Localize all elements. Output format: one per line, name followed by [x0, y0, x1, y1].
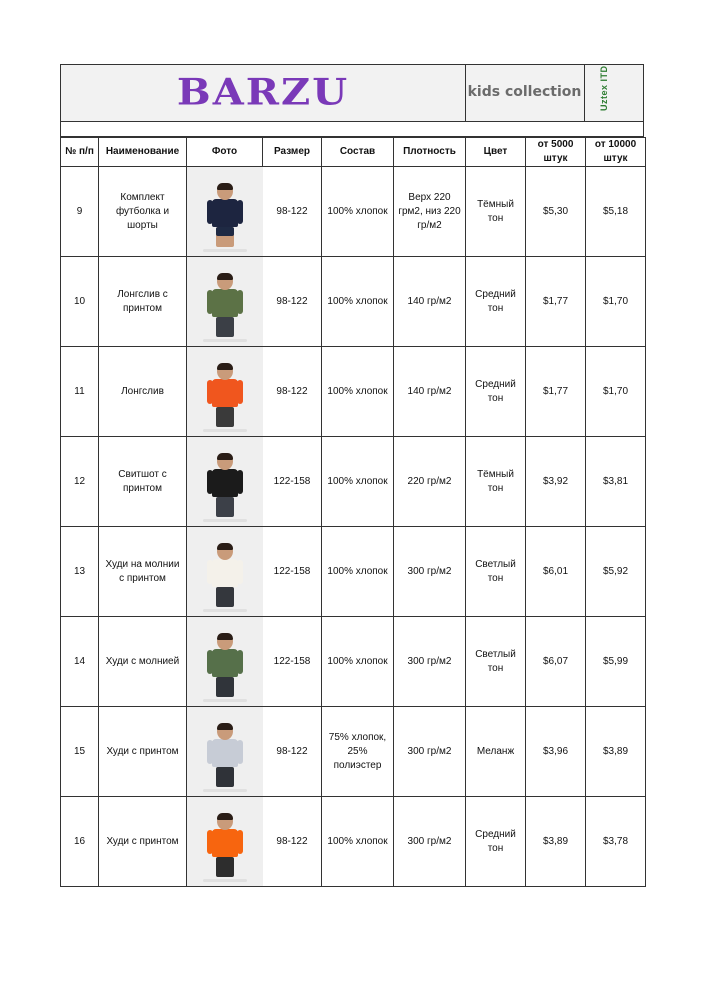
- cell-price-10000: $5,18: [586, 167, 646, 257]
- table-row: [61, 167, 646, 257]
- product-photo: [187, 437, 263, 526]
- cell-price-10000: $3,81: [586, 437, 646, 527]
- manufacturer-cell: [584, 65, 643, 121]
- cell-price-5000: $1,77: [526, 257, 586, 347]
- cell-size: 98-122: [263, 167, 322, 257]
- cell-num: 9: [61, 167, 99, 257]
- table-row: [61, 797, 646, 887]
- cell-composition: 75% хлопок, 25% полиэстер: [322, 707, 394, 797]
- product-photo: [187, 257, 263, 346]
- product-photo: [187, 527, 263, 616]
- cell-density: 140 гр/м2: [394, 347, 466, 437]
- cell-color: Средний тон: [466, 257, 526, 347]
- cell-price-10000: $5,99: [586, 617, 646, 707]
- cell-num: 15: [61, 707, 99, 797]
- cell-size: 98-122: [263, 707, 322, 797]
- cell-color: Тёмный тон: [466, 167, 526, 257]
- cell-composition: 100% хлопок: [322, 347, 394, 437]
- cell-price-5000: $6,01: [526, 527, 586, 617]
- cell-name: Худи с принтом: [99, 797, 187, 887]
- cell-name: Худи с молнией: [99, 617, 187, 707]
- cell-density: 300 гр/м2: [394, 707, 466, 797]
- cell-photo: [187, 257, 263, 347]
- product-photo: [187, 707, 263, 796]
- cell-size: 122-158: [263, 527, 322, 617]
- cell-density: 300 гр/м2: [394, 797, 466, 887]
- cell-size: 98-122: [263, 797, 322, 887]
- cell-photo: [187, 617, 263, 707]
- cell-composition: 100% хлопок: [322, 257, 394, 347]
- cell-name: Худи на молнии с принтом: [99, 527, 187, 617]
- cell-size: 98-122: [263, 347, 322, 437]
- cell-price-10000: $3,78: [586, 797, 646, 887]
- col-header-price-10000: от 10000 штук: [586, 138, 646, 167]
- header-block: [60, 64, 644, 122]
- cell-density: Верх 220 грм2, низ 220 гр/м2: [394, 167, 466, 257]
- col-header-size: Размер: [263, 138, 322, 167]
- table-row: [61, 707, 646, 797]
- cell-num: 12: [61, 437, 99, 527]
- cell-price-10000: $1,70: [586, 347, 646, 437]
- col-header-color: Цвет: [466, 138, 526, 167]
- cell-size: 122-158: [263, 437, 322, 527]
- cell-photo: [187, 167, 263, 257]
- cell-price-10000: $1,70: [586, 257, 646, 347]
- cell-name: Лонгслив: [99, 347, 187, 437]
- cell-price-5000: $6,07: [526, 617, 586, 707]
- cell-price-5000: $1,77: [526, 347, 586, 437]
- cell-composition: 100% хлопок: [322, 167, 394, 257]
- table-row: [61, 437, 646, 527]
- table-row: [61, 257, 646, 347]
- cell-color: Меланж: [466, 707, 526, 797]
- col-header-composition: Состав: [322, 138, 394, 167]
- cell-density: 300 гр/м2: [394, 527, 466, 617]
- product-photo: [187, 167, 263, 256]
- cell-num: 13: [61, 527, 99, 617]
- table-row: [61, 347, 646, 437]
- cell-price-5000: $3,96: [526, 707, 586, 797]
- cell-density: 220 гр/м2: [394, 437, 466, 527]
- cell-num: 16: [61, 797, 99, 887]
- cell-price-5000: $3,92: [526, 437, 586, 527]
- cell-name: Свитшот с принтом: [99, 437, 187, 527]
- collection-cell: [465, 65, 585, 121]
- cell-name: Худи с принтом: [99, 707, 187, 797]
- col-header-price-5000: от 5000 штук: [526, 138, 586, 167]
- cell-num: 11: [61, 347, 99, 437]
- cell-photo: [187, 527, 263, 617]
- product-photo: [187, 797, 263, 886]
- product-photo: [187, 347, 263, 436]
- cell-price-10000: $3,89: [586, 707, 646, 797]
- cell-density: 300 гр/м2: [394, 617, 466, 707]
- table-header-row: [61, 138, 646, 167]
- cell-price-5000: $5,30: [526, 167, 586, 257]
- cell-composition: 100% хлопок: [322, 527, 394, 617]
- cell-size: 122-158: [263, 617, 322, 707]
- cell-color: Светлый тон: [466, 617, 526, 707]
- col-header-num: № п/п: [61, 138, 99, 167]
- col-header-name: Наименование: [99, 138, 187, 167]
- table-row: [61, 617, 646, 707]
- product-photo: [187, 617, 263, 706]
- cell-size: 98-122: [263, 257, 322, 347]
- cell-photo: [187, 707, 263, 797]
- cell-color: Средний тон: [466, 797, 526, 887]
- col-header-photo: Фото: [187, 138, 263, 167]
- cell-color: Светлый тон: [466, 527, 526, 617]
- cell-name: Комплект футболка и шорты: [99, 167, 187, 257]
- cell-num: 10: [61, 257, 99, 347]
- cell-name: Лонгслив с принтом: [99, 257, 187, 347]
- cell-price-5000: $3,89: [526, 797, 586, 887]
- cell-num: 14: [61, 617, 99, 707]
- cell-color: Тёмный тон: [466, 437, 526, 527]
- product-table: [60, 137, 646, 887]
- cell-photo: [187, 347, 263, 437]
- cell-price-10000: $5,92: [586, 527, 646, 617]
- cell-composition: 100% хлопок: [322, 797, 394, 887]
- cell-color: Средний тон: [466, 347, 526, 437]
- cell-composition: 100% хлопок: [322, 617, 394, 707]
- col-header-density: Плотность: [394, 138, 466, 167]
- cell-photo: [187, 797, 263, 887]
- brand-logo: BARZU: [176, 71, 350, 114]
- manufacturer-label: Uztex ITD: [599, 65, 609, 111]
- cell-photo: [187, 437, 263, 527]
- cell-density: 140 гр/м2: [394, 257, 466, 347]
- cell-composition: 100% хлопок: [322, 437, 394, 527]
- collection-label: kids collection: [467, 84, 582, 100]
- logo-cell: [61, 65, 466, 121]
- header-spacer-row: [60, 122, 644, 137]
- table-row: [61, 527, 646, 617]
